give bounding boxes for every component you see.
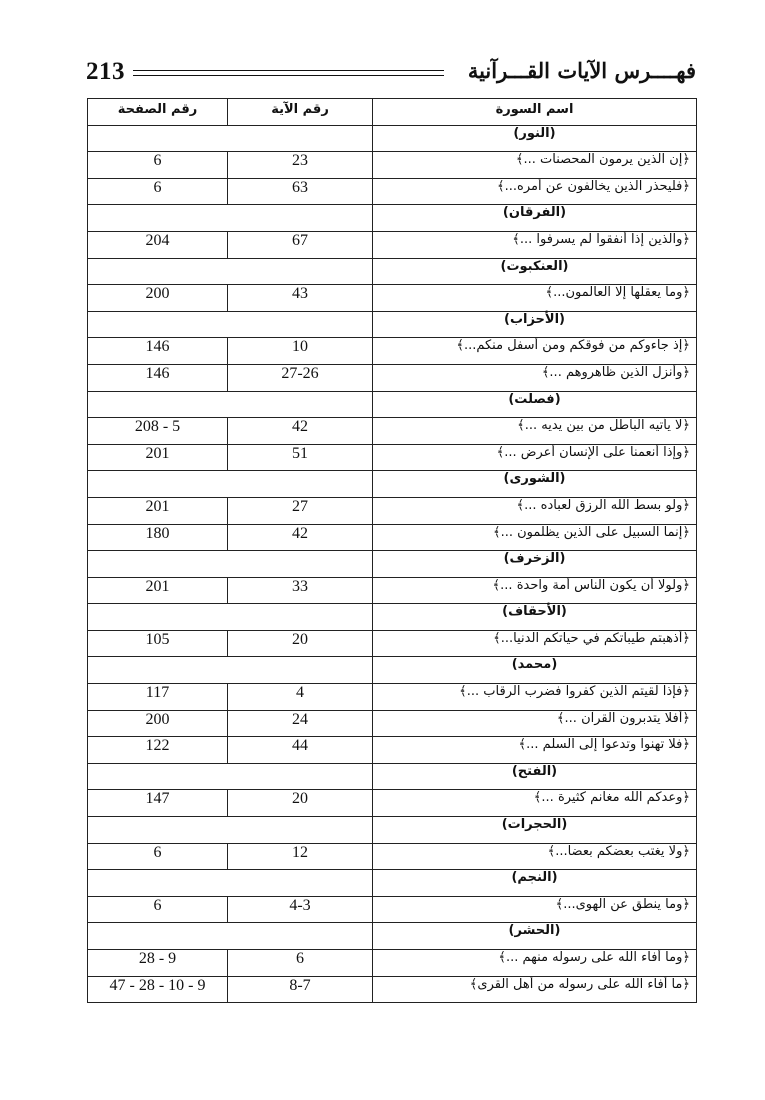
verse-text: ﴿إن الذين يرمون المحصنات ...﴾ xyxy=(373,152,697,179)
column-header-ayah: رقم الآية xyxy=(228,99,373,126)
verse-text: ﴿وأنزل الذين ظاهروهم ...﴾ xyxy=(373,364,697,391)
page-number-cell: 147 xyxy=(88,790,228,817)
page-number-cell: 117 xyxy=(88,684,228,711)
surah-heading-row xyxy=(88,258,697,285)
page-number-cell: 200 xyxy=(88,285,228,312)
surah-heading-row xyxy=(88,763,697,790)
table-row xyxy=(88,684,697,711)
page-header xyxy=(86,56,696,92)
ayah-number: 51 xyxy=(228,444,373,471)
empty-cell xyxy=(88,125,373,152)
table-row xyxy=(88,338,697,365)
table-row xyxy=(88,444,697,471)
surah-name: (الأحقاف) xyxy=(373,604,697,631)
table-row xyxy=(88,843,697,870)
table-row xyxy=(88,630,697,657)
table-row xyxy=(88,950,697,977)
ayah-number: 12 xyxy=(228,843,373,870)
verse-text: ﴿فإذا لقيتم الذين كفروا فضرب الرقاب ...﴾ xyxy=(373,684,697,711)
surah-name: (العنكبوت) xyxy=(373,258,697,285)
page-number-cell: 122 xyxy=(88,737,228,764)
empty-cell xyxy=(88,923,373,950)
page-number-cell: 105 xyxy=(88,630,228,657)
verse-text: ﴿لا يأتيه الباطل من بين يديه ...﴾ xyxy=(373,418,697,445)
ayah-number: 8-7 xyxy=(228,976,373,1003)
page-number-cell: 208 - 5 xyxy=(88,418,228,445)
surah-heading-row xyxy=(88,923,697,950)
surah-heading-row xyxy=(88,604,697,631)
empty-cell xyxy=(88,604,373,631)
verse-text: ﴿فليحذر الذين يخالفون عن أمره...﴾ xyxy=(373,178,697,205)
surah-name: (الفتح) xyxy=(373,763,697,790)
page-number-cell: 6 xyxy=(88,843,228,870)
page-number-cell: 204 xyxy=(88,231,228,258)
page-number-cell: 180 xyxy=(88,524,228,551)
ayah-number: 67 xyxy=(228,231,373,258)
column-header-page: رقم الصفحة xyxy=(88,99,228,126)
verse-text: ﴿إذ جاءوكم من فوقكم ومن أسفل منكم...﴾ xyxy=(373,338,697,365)
ayah-number: 6 xyxy=(228,950,373,977)
verse-text: ﴿أفلا يتدبرون القرآن ...﴾ xyxy=(373,710,697,737)
table-row xyxy=(88,710,697,737)
surah-heading-row xyxy=(88,657,697,684)
ayah-number: 63 xyxy=(228,178,373,205)
ayah-number: 4-3 xyxy=(228,896,373,923)
verse-text: ﴿وما يعقلها إلا العالمون...﴾ xyxy=(373,285,697,312)
page-number-cell: 6 xyxy=(88,178,228,205)
empty-cell xyxy=(88,657,373,684)
verse-text: ﴿إنما السبيل على الذين يظلمون ...﴾ xyxy=(373,524,697,551)
table-row xyxy=(88,896,697,923)
ayah-number: 33 xyxy=(228,577,373,604)
verse-text: ﴿فلا تهنوا وتدعوا إلى السلم ...﴾ xyxy=(373,737,697,764)
page-number: 213 xyxy=(86,58,125,85)
table-row xyxy=(88,976,697,1003)
ayah-number: 20 xyxy=(228,630,373,657)
ayah-number: 42 xyxy=(228,524,373,551)
empty-cell xyxy=(88,551,373,578)
verse-index-table xyxy=(87,98,697,1003)
surah-name: (محمد) xyxy=(373,657,697,684)
verse-text: ﴿وعدكم الله مغانم كثيرة ...﴾ xyxy=(373,790,697,817)
verse-text: ﴿أذهبتم طيباتكم في حياتكم الدنيا...﴾ xyxy=(373,630,697,657)
surah-heading-row xyxy=(88,205,697,232)
verse-text: ﴿والذين إذا أنفقوا لم يسرفوا ...﴾ xyxy=(373,231,697,258)
page-number-cell: 201 xyxy=(88,497,228,524)
surah-heading-row xyxy=(88,311,697,338)
ayah-number: 4 xyxy=(228,684,373,711)
column-header-surah: اسم السورة xyxy=(373,99,697,126)
surah-name: (الحشر) xyxy=(373,923,697,950)
ayah-number: 44 xyxy=(228,737,373,764)
ayah-number: 24 xyxy=(228,710,373,737)
table-row xyxy=(88,231,697,258)
ayah-number: 27 xyxy=(228,497,373,524)
surah-name: (الفرقان) xyxy=(373,205,697,232)
verse-text: ﴿ولا يغتب بعضكم بعضا...﴾ xyxy=(373,843,697,870)
ayah-number: 27-26 xyxy=(228,364,373,391)
verse-text: ﴿وما ينطق عن الهوى...﴾ xyxy=(373,896,697,923)
surah-name: (الزخرف) xyxy=(373,551,697,578)
empty-cell xyxy=(88,817,373,844)
table-row xyxy=(88,524,697,551)
empty-cell xyxy=(88,471,373,498)
empty-cell xyxy=(88,763,373,790)
page-number-cell: 201 xyxy=(88,577,228,604)
verse-text: ﴿ولولا أن يكون الناس أمة واحدة ...﴾ xyxy=(373,577,697,604)
empty-cell xyxy=(88,258,373,285)
ayah-number: 20 xyxy=(228,790,373,817)
page-number-cell: 47 - 28 - 10 - 9 xyxy=(88,976,228,1003)
surah-heading-row xyxy=(88,870,697,897)
empty-cell xyxy=(88,870,373,897)
page-number-cell: 6 xyxy=(88,152,228,179)
surah-name: (الأحزاب) xyxy=(373,311,697,338)
table-row xyxy=(88,285,697,312)
ayah-number: 42 xyxy=(228,418,373,445)
surah-name: (النجم) xyxy=(373,870,697,897)
page-number-cell: 146 xyxy=(88,338,228,365)
surah-name: (النور) xyxy=(373,125,697,152)
empty-cell xyxy=(88,311,373,338)
page-number-cell: 201 xyxy=(88,444,228,471)
table-row xyxy=(88,418,697,445)
ayah-number: 23 xyxy=(228,152,373,179)
table-row xyxy=(88,497,697,524)
page-number-cell: 146 xyxy=(88,364,228,391)
page-number-cell: 28 - 9 xyxy=(88,950,228,977)
surah-heading-row xyxy=(88,391,697,418)
surah-name: (الشورى) xyxy=(373,471,697,498)
surah-name: (فصلت) xyxy=(373,391,697,418)
table-row xyxy=(88,790,697,817)
verse-text: ﴿ما أفاء الله على رسوله من أهل القرى﴾ xyxy=(373,976,697,1003)
table-row xyxy=(88,152,697,179)
surah-heading-row xyxy=(88,551,697,578)
table-row xyxy=(88,364,697,391)
empty-cell xyxy=(88,205,373,232)
header-rule xyxy=(133,70,444,71)
ayah-number: 43 xyxy=(228,285,373,312)
surah-heading-row xyxy=(88,817,697,844)
table-row xyxy=(88,577,697,604)
page-number-cell: 6 xyxy=(88,896,228,923)
page-number-cell: 200 xyxy=(88,710,228,737)
surah-heading-row xyxy=(88,125,697,152)
verse-text: ﴿وإذا أنعمنا على الإنسان أعرض ...﴾ xyxy=(373,444,697,471)
surah-heading-row xyxy=(88,471,697,498)
empty-cell xyxy=(88,391,373,418)
table-body xyxy=(88,125,697,1003)
verse-text: ﴿وما أفاء الله على رسوله منهم ...﴾ xyxy=(373,950,697,977)
surah-name: (الحجرات) xyxy=(373,817,697,844)
table-row xyxy=(88,737,697,764)
table-header-row xyxy=(88,99,697,126)
page-title: فهــــرس الآيات القـــرآنية xyxy=(467,58,696,83)
ayah-number: 10 xyxy=(228,338,373,365)
verse-text: ﴿ولو بسط الله الرزق لعباده ...﴾ xyxy=(373,497,697,524)
header-rule xyxy=(133,75,444,76)
table-row xyxy=(88,178,697,205)
